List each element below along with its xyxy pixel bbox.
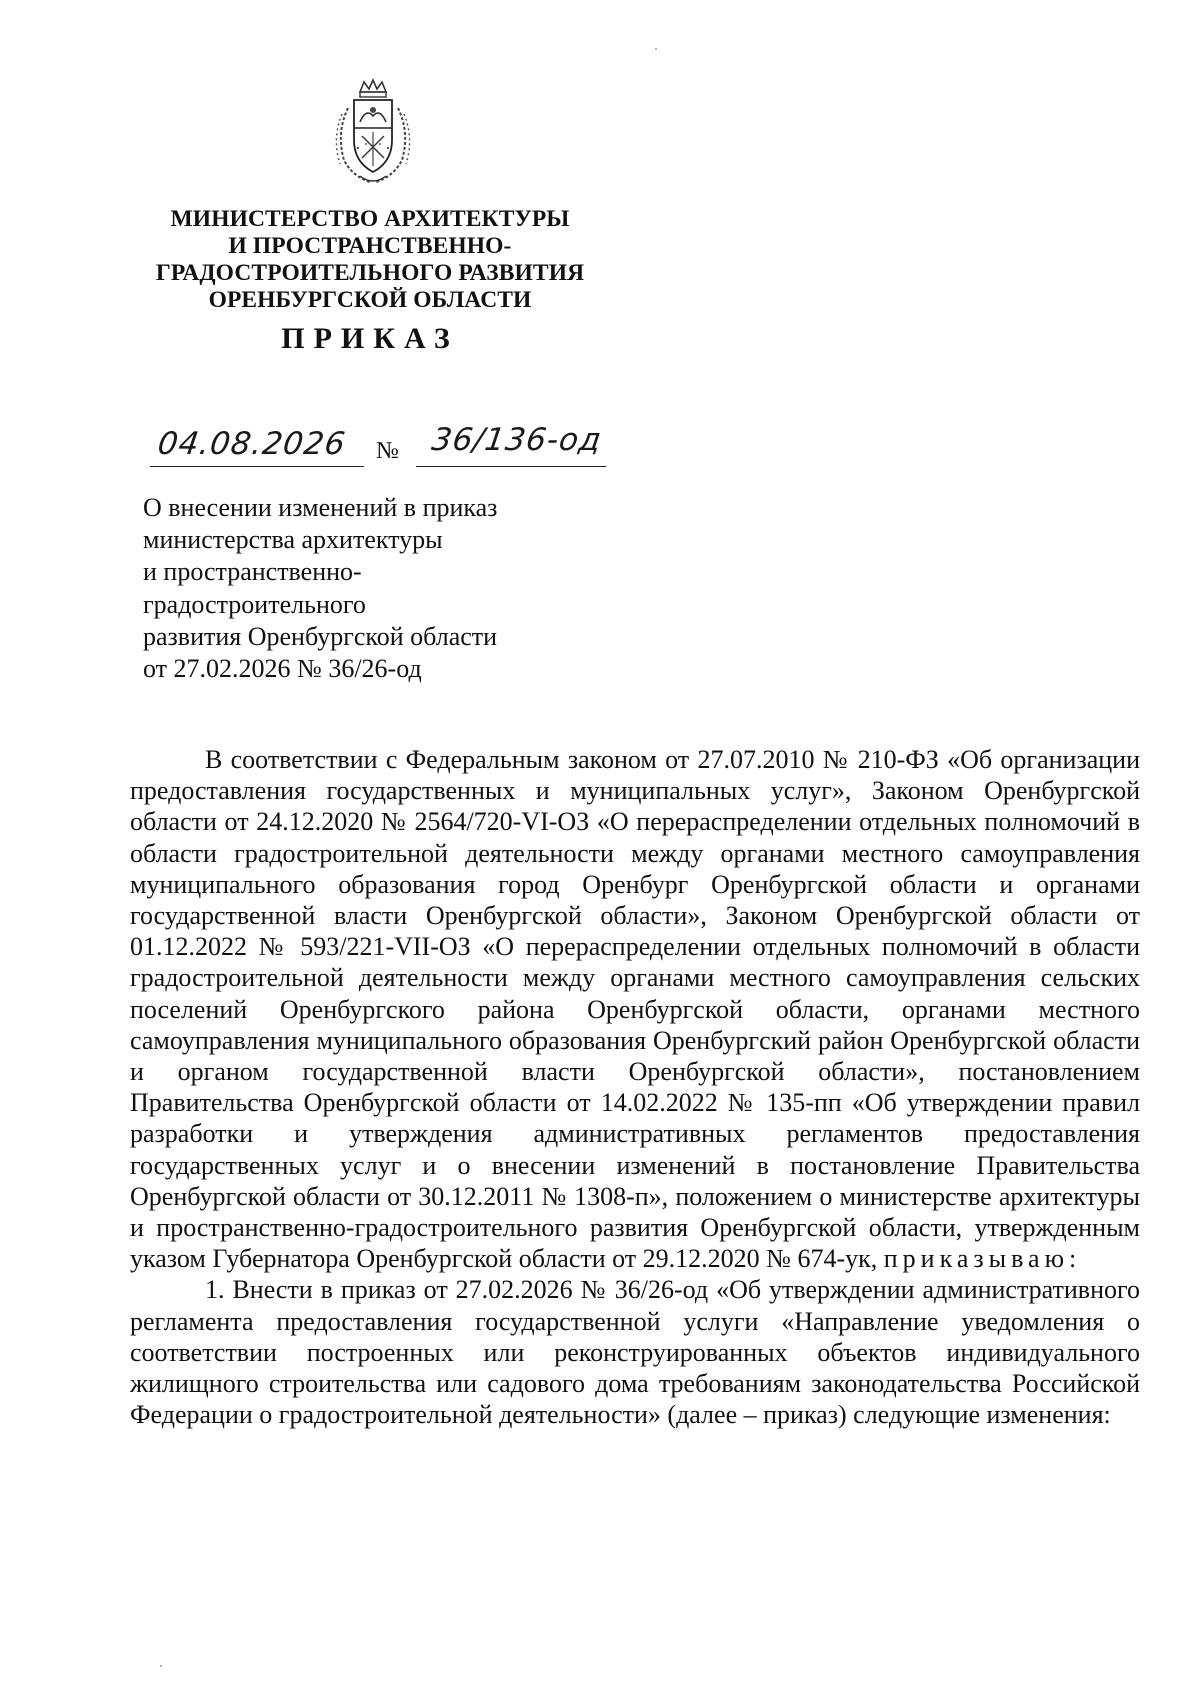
subject-line: министерства архитектуры xyxy=(143,525,443,555)
document-type: ПРИКАЗ xyxy=(281,322,459,355)
date-underline xyxy=(150,466,364,467)
registration-date: 04.08.2026 xyxy=(155,426,349,462)
preamble-paragraph xyxy=(130,744,1140,1274)
ministry-name xyxy=(120,206,620,314)
preamble-text: В соответствии с Федеральным законом от 27.07.2010 № 210-ФЗ «Об организации предоставления государственных и муниципальных услуг», Законом Оренбургской области от 24.12.2020 № 2564/720-VI-ОЗ «О перераспределении отдельных полномочий в области градостроительной деятельности между органами местного самоуправления муниципального образования город Оренбург Оренбургской области и органами государственной власти Оренбургской области», Законом Оренбургской области от 01.12.2022 № 593/221-VII-ОЗ «О перераспределении отдельных полномочий в области градостроительной деятельности между органами местного самоуправления сельских поселений Оренбургского района Оренбургской области, органами местного самоуправления муниципального образования Оренбургский район Оренбургской области и органом государственной власти Оренбургской области», постановлением Правительства Оренбургской области от 14.02.2022 № 135-пп «Об утверждении правил разработки и утверждения административных регламентов предоставления государственных услуг и о внесении изменений в постановление Правительства Оренбургской области от 30.12.2011 № 1308-п», положением о министерстве архитектуры и пространственно-градостроительного развития Оренбургской области, утвержденным указом Губернатора Оренбургской области от 29.12.2020 № 674-ук, xyxy=(130,745,1140,1274)
subject-line: от 27.02.2026 № 36/26-од xyxy=(143,654,422,684)
ministry-line: ГРАДОСТРОИТЕЛЬНОГО РАЗВИТИЯ xyxy=(155,260,585,286)
ministry-line: И ПРОСТРАНСТВЕННО- xyxy=(228,233,512,259)
ministry-line: МИНИСТЕРСТВО АРХИТЕКТУРЫ xyxy=(170,206,570,232)
item-1-paragraph: 1. Внести в приказ от 27.02.2026 № 36/26-од «Об утверждении административного регламента предоставления государственной услуги «Направление уведомления о соответствии построенных или реконструированных объектов индивидуального жилищного строительства или садового дома требованиям законодательства Российской Федерации о градостроительной деятельности» (далее – приказ) следующие изменения: xyxy=(130,1275,1140,1430)
coat-of-arms-icon xyxy=(330,78,416,186)
document-body xyxy=(130,744,1140,1430)
subject-line: развития Оренбургской области xyxy=(143,621,498,651)
subject-line: градостроительного xyxy=(143,589,366,619)
number-label: № xyxy=(376,438,399,464)
scan-speck xyxy=(160,1665,162,1667)
decree-word: приказываю: xyxy=(883,1244,1082,1274)
ministry-line: ОРЕНБУРГСКОЙ ОБЛАСТИ xyxy=(208,287,532,313)
document-subject xyxy=(143,492,583,685)
subject-line: О внесении изменений в приказ xyxy=(143,493,498,522)
registration-number: 36/136-од xyxy=(429,422,605,458)
registration-line xyxy=(150,422,630,486)
scan-speck xyxy=(655,48,657,50)
subject-line: и пространственно- xyxy=(143,557,362,587)
number-underline xyxy=(416,466,606,467)
